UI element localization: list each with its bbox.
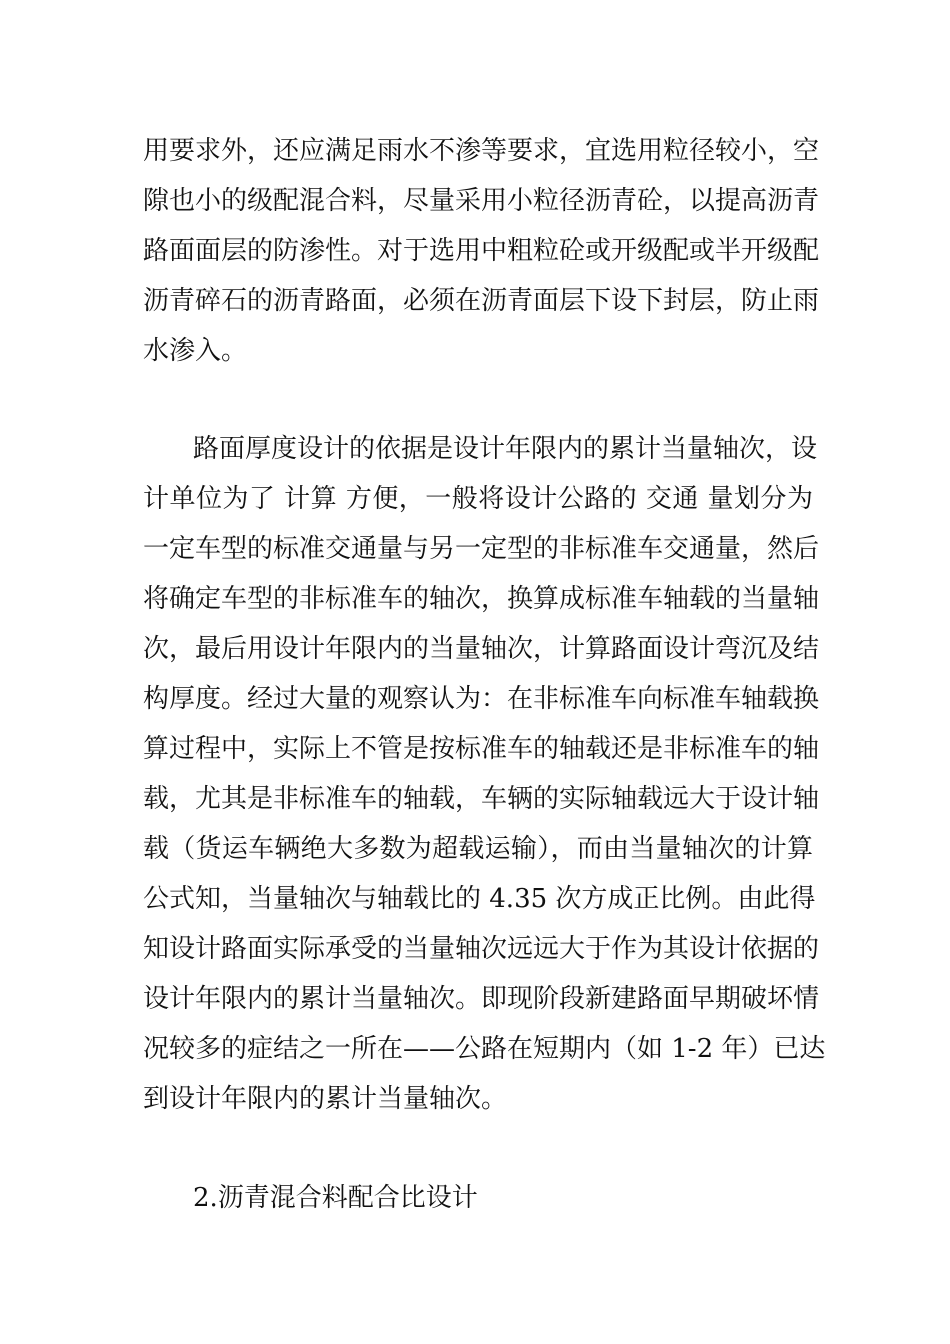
text-line: 路面厚度设计的依据是设计年限内的累计当量轴次，设 <box>193 434 818 464</box>
text-line: 构厚度。经过大量的观察认为：在非标准车向标准车轴载换 <box>143 684 820 714</box>
text-line: 用要求外，还应满足雨水不渗等要求，宜选用粒径较小，空 <box>143 136 820 166</box>
text-line: 知设计路面实际承受的当量轴次远远大于作为其设计依据的 <box>143 934 820 964</box>
text-line: 一定车型的标准交通量与另一定型的非标准车交通量，然后 <box>143 534 820 564</box>
text-line: 路面面层的防渗性。对于选用中粗粒砼或开级配或半开级配 <box>143 236 820 266</box>
text-line: 到设计年限内的累计当量轴次。 <box>143 1084 508 1114</box>
text-line: 载，尤其是非标准车的轴载，车辆的实际轴载远大于设计轴 <box>143 784 820 814</box>
text-line: 将确定车型的非标准车的轴次，换算成标准车轴载的当量轴 <box>143 584 820 614</box>
text-line: 沥青碎石的沥青路面，必须在沥青面层下设下封层，防止雨 <box>143 286 820 316</box>
text-line: 计单位为了 计算 方便，一般将设计公路的 交通 量划分为 <box>143 484 813 514</box>
text-line: 次，最后用设计年限内的当量轴次，计算路面设计弯沉及结 <box>143 634 820 664</box>
text-line: 况较多的症结之一所在——公路在短期内（如 1-2 年）已达 <box>143 1034 826 1064</box>
text-line: 算过程中，实际上不管是按标准车的轴载还是非标准车的轴 <box>143 734 820 764</box>
text-line: 载（货运车辆绝大多数为超载运输），而由当量轴次的计算 <box>143 834 813 864</box>
text-line: 隙也小的级配混合料，尽量采用小粒径沥青砼，以提高沥青 <box>143 186 820 216</box>
text-line: 设计年限内的累计当量轴次。即现阶段新建路面早期破坏情 <box>143 984 820 1014</box>
text-line: 水渗入。 <box>143 336 248 366</box>
text-line: 公式知，当量轴次与轴载比的 4.35 次方成正比例。由此得 <box>143 884 816 914</box>
section-heading: 2.沥青混合料配合比设计 <box>193 1183 478 1213</box>
